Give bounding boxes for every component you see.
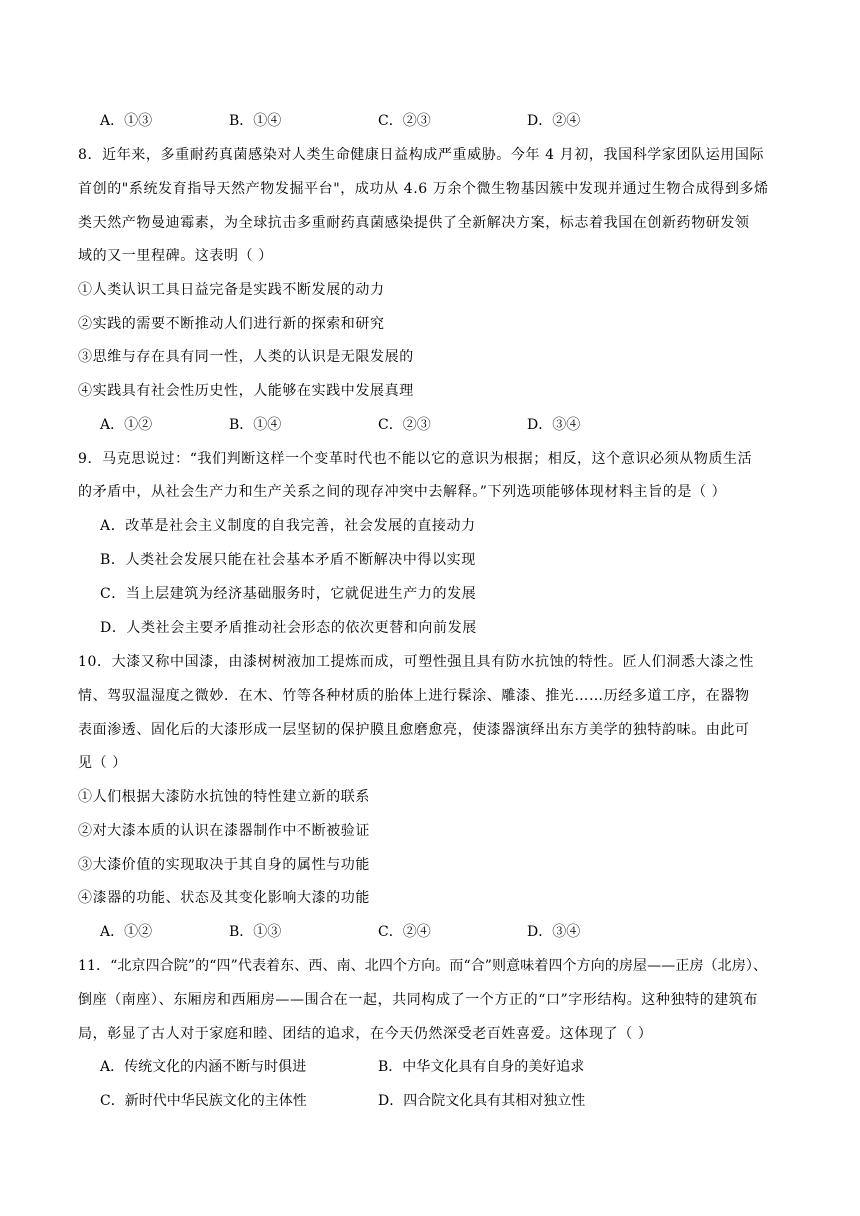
q10-options [0,922,860,942]
q10-option-d: D．③④ [527,924,581,940]
q8-option-b: B．①④ [229,417,282,433]
q10-stem-line: 10．大漆又称中国漆，由漆树树液加工提炼而成，可塑性强且具有防水抗蚀的特性。匠人们洞悉大漆之性 [78,654,755,670]
q7-option-a: A．①③ [100,113,153,129]
q8-option-c: C．②③ [378,417,431,433]
q10-stem-line: 见（ ） [78,755,127,771]
q10-option-a: A．①② [100,924,153,940]
q7-option-b: B．①④ [229,113,282,129]
q7-option-d: D．②④ [527,113,581,129]
q10-statement-1: ①人们根据大漆防水抗蚀的特性建立新的联系 [78,789,370,805]
q9-option-b: B．人类社会发展只能在社会基本矛盾不断解决中得以实现 [100,552,476,568]
q8-stem-line: 域的又一里程碑。这表明（ ） [78,248,273,264]
q8-stem-line: 8．近年来，多重耐药真菌感染对人类生命健康日益构成严重威胁。今年 4 月初，我国科学家团队运用国际 [78,147,765,163]
q8-stem-line: 首创的"系统发育指导天然产物发掘平台"，成功从 4.6 万余个微生物基因簇中发现并通过生物合成得到多烯 [78,181,769,197]
q10-stem-line: 表面渗透、固化后的大漆形成一层坚韧的保护膜且愈磨愈亮，使漆器演绎出东方美学的独特韵味。由此可 [78,722,750,738]
q11-option-c: C．新时代中华民族文化的主体性 [100,1093,307,1109]
q8-statement-4: ④实践具有社会性历史性，人能够在实践中发展真理 [78,383,414,399]
q11-options-row-1 [0,1057,860,1077]
q9-stem-line: 的矛盾中，从社会生产力和生产关系之间的现存冲突中去解释。”下列选项能够体现材料主旨的是（ ） [78,484,727,500]
q11-options-row-2 [0,1091,860,1111]
q11-option-b: B．中华文化具有自身的美好追求 [378,1059,585,1075]
q9-option-a: A．改革是社会主义制度的自我完善，社会发展的直接动力 [100,518,476,534]
q10-statement-4: ④漆器的功能、状态及其变化影响大漆的功能 [78,890,370,906]
q10-statement-3: ③大漆价值的实现取决于其自身的属性与功能 [78,857,370,873]
q9-stem-line: 9．马克思说过：“我们判断这样一个变革时代也不能以它的意识为根据；相反，这个意识必须从物质生活 [78,451,753,467]
q7-options [0,111,860,131]
q8-stem-line: 类天然产物曼迪霉素，为全球抗击多重耐药真菌感染提供了全新解决方案，标志着我国在创新药物研发领 [78,215,750,231]
q8-option-d: D．③④ [527,417,581,433]
q11-stem-line: 11．“北京四合院”的“四”代表着东、西、南、北四个方向。而“合”则意味着四个方向的房屋——正房（北房）、 [78,958,768,974]
q10-option-c: C．②④ [378,924,431,940]
q10-option-b: B．①③ [229,924,282,940]
q11-stem-line: 局，彰显了古人对于家庭和睦、团结的追求，在今天仍然深受老百姓喜爱。这体现了（ ） [78,1026,653,1042]
q8-statement-3: ③思维与存在具有同一性，人类的认识是无限发展的 [78,349,414,365]
q8-statement-1: ①人类认识工具日益完备是实践不断发展的动力 [78,282,385,298]
q9-option-c: C．当上层建筑为经济基础服务时，它就促进生产力的发展 [100,586,477,602]
q9-option-d: D．人类社会主要矛盾推动社会形态的依次更替和向前发展 [100,620,477,636]
q8-options [0,415,860,435]
q10-statement-2: ②对大漆本质的认识在漆器制作中不断被验证 [78,823,370,839]
q10-stem-line: 情、驾驭温湿度之微妙．在木、竹等各种材质的胎体上进行髹涂、雕漆、推光……历经多道工序，在器物 [78,688,750,704]
q7-option-c: C．②③ [378,113,431,129]
q11-stem-line: 倒座（南座）、东厢房和西厢房——围合在一起，共同构成了一个方正的“口”字形结构。这种独特的建筑布 [78,992,759,1008]
q8-option-a: A．①② [100,417,153,433]
q8-statement-2: ②实践的需要不断推动人们进行新的探索和研究 [78,316,385,332]
q11-option-d: D．四合院文化具有其相对独立性 [378,1093,586,1109]
q11-option-a: A．传统文化的内涵不断与时俱进 [100,1059,307,1075]
